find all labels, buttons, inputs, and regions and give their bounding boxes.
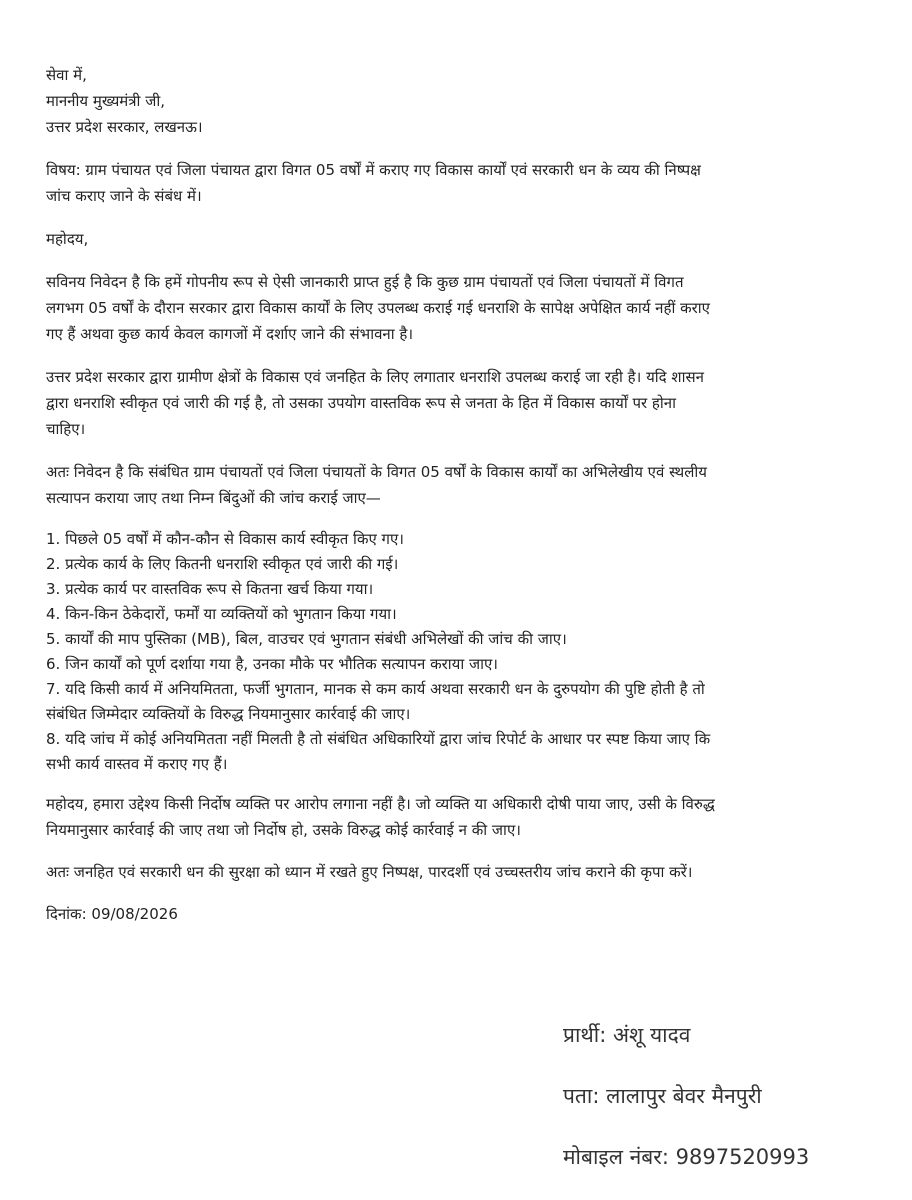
letter-date: दिनांक: 09/08/2026 [46, 905, 178, 923]
paragraph-line: नियमानुसार कार्रवाई की जाए तथा जो निर्दोष हो, उसके विरुद्ध कोई कार्रवाई न की जाए। [46, 821, 521, 839]
address-line-2: माननीय मुख्यमंत्री जी, [46, 92, 165, 110]
paragraph-line: उत्तर प्रदेश सरकार द्वारा ग्रामीण क्षेत्रों के विकास एवं जनहित के लिए लगातार धनराशि उपलब्ध कराई जा रही है। यदि शासन [46, 368, 704, 386]
list-item: 1. पिछले 05 वर्षों में कौन-कौन से विकास कार्य स्वीकृत किए गए। [46, 530, 404, 548]
list-item: संबंधित जिम्मेदार व्यक्तियों के विरुद्ध नियमानुसार कार्रवाई की जाए। [46, 705, 411, 723]
paragraph-line: द्वारा धनराशि स्वीकृत एवं जारी की गई है, तो उसका उपयोग वास्तविक रूप से जनता के हित में विकास कार्यों पर होना [46, 394, 676, 412]
subject-paragraph [46, 157, 852, 209]
applicant-name: प्रार्थी: अंशू यादव [563, 1023, 691, 1047]
body-paragraph-3 [46, 459, 852, 511]
address-line-1: सेवा में, [46, 66, 87, 84]
body-paragraph-1 [46, 269, 852, 347]
applicant-address: पता: लालापुर बेवर मैनपुरी [563, 1084, 762, 1108]
recipient-address [46, 62, 852, 140]
list-item: 6. जिन कार्यों को पूर्ण दर्शाया गया है, उनका मौके पर भौतिक सत्यापन कराया जाए। [46, 655, 498, 673]
address-line-3: उत्तर प्रदेश सरकार, लखनऊ। [46, 118, 203, 136]
salutation: महोदय, [46, 230, 89, 248]
body-paragraph-2 [46, 364, 852, 442]
list-item: 8. यदि जांच में कोई अनियमितता नहीं मिलती है तो संबंधित अधिकारियों द्वारा जांच रिपोर्ट के आधार पर स्पष्ट किया जाए कि [46, 730, 711, 748]
list-item: 3. प्रत्येक कार्य पर वास्तविक रूप से कितना खर्च किया गया। [46, 580, 374, 598]
subject-line: जांच कराए जाने के संबंध में। [46, 187, 202, 205]
paragraph-line: गए हैं अथवा कुछ कार्य केवल कागजों में दर्शाए जाने की संभावना है। [46, 325, 414, 343]
paragraph-line: अतः निवेदन है कि संबंधित ग्राम पंचायतों एवं जिला पंचायतों के विगत 05 वर्षों के विकास कार्यों का अभिलेखीय एवं स्थलीय [46, 463, 707, 481]
subject-line: विषय: ग्राम पंचायत एवं जिला पंचायत द्वारा विगत 05 वर्षों में कराए गए विकास कार्यों एवं सरकारी धन के व्यय की निष्पक्ष [46, 161, 701, 179]
paragraph-line: महोदय, हमारा उद्देश्य किसी निर्दोष व्यक्ति पर आरोप लगाना नहीं है। जो व्यक्ति या अधिकारी दोषी पाया जाए, उसी के विरुद्ध [46, 795, 715, 813]
signature-block [563, 1020, 809, 1173]
paragraph-line: चाहिए। [46, 420, 86, 438]
list-item: 7. यदि किसी कार्य में अनियमितता, फर्जी भुगतान, मानक से कम कार्य अथवा सरकारी धन के दुरुपयोग की पुष्टि होती है तो [46, 680, 705, 698]
investigation-points-list [46, 527, 852, 777]
body-paragraph-5: अतः जनहित एवं सरकारी धन की सुरक्षा को ध्यान में रखते हुए निष्पक्ष, पारदर्शी एवं उच्चस्तरीय जांच कराने की कृपा करें। [46, 863, 693, 881]
list-item: 5. कार्यों की माप पुस्तिका (MB), बिल, वाउचर एवं भुगतान संबंधी अभिलेखों की जांच की जाए। [46, 630, 567, 648]
applicant-mobile: मोबाइल नंबर: 9897520993 [563, 1145, 810, 1169]
paragraph-line: सत्यापन कराया जाए तथा निम्न बिंदुओं की जांच कराई जाए— [46, 489, 381, 507]
paragraph-line: लगभग 05 वर्षों के दौरान सरकार द्वारा विकास कार्यों के लिए उपलब्ध कराई गई धनराशि के सापेक्ष अपेक्षित कार्य नहीं कराए [46, 299, 710, 317]
list-item: 4. किन-किन ठेकेदारों, फर्मों या व्यक्तियों को भुगतान किया गया। [46, 605, 397, 623]
list-item: सभी कार्य वास्तव में कराए गए हैं। [46, 755, 228, 773]
list-item: 2. प्रत्येक कार्य के लिए कितनी धनराशि स्वीकृत एवं जारी की गई। [46, 555, 399, 573]
body-paragraph-4 [46, 791, 852, 843]
paragraph-line: सविनय निवेदन है कि हमें गोपनीय रूप से ऐसी जानकारी प्राप्त हुई है कि कुछ ग्राम पंचायतों एवं जिला पंचायतों में विगत [46, 273, 684, 291]
